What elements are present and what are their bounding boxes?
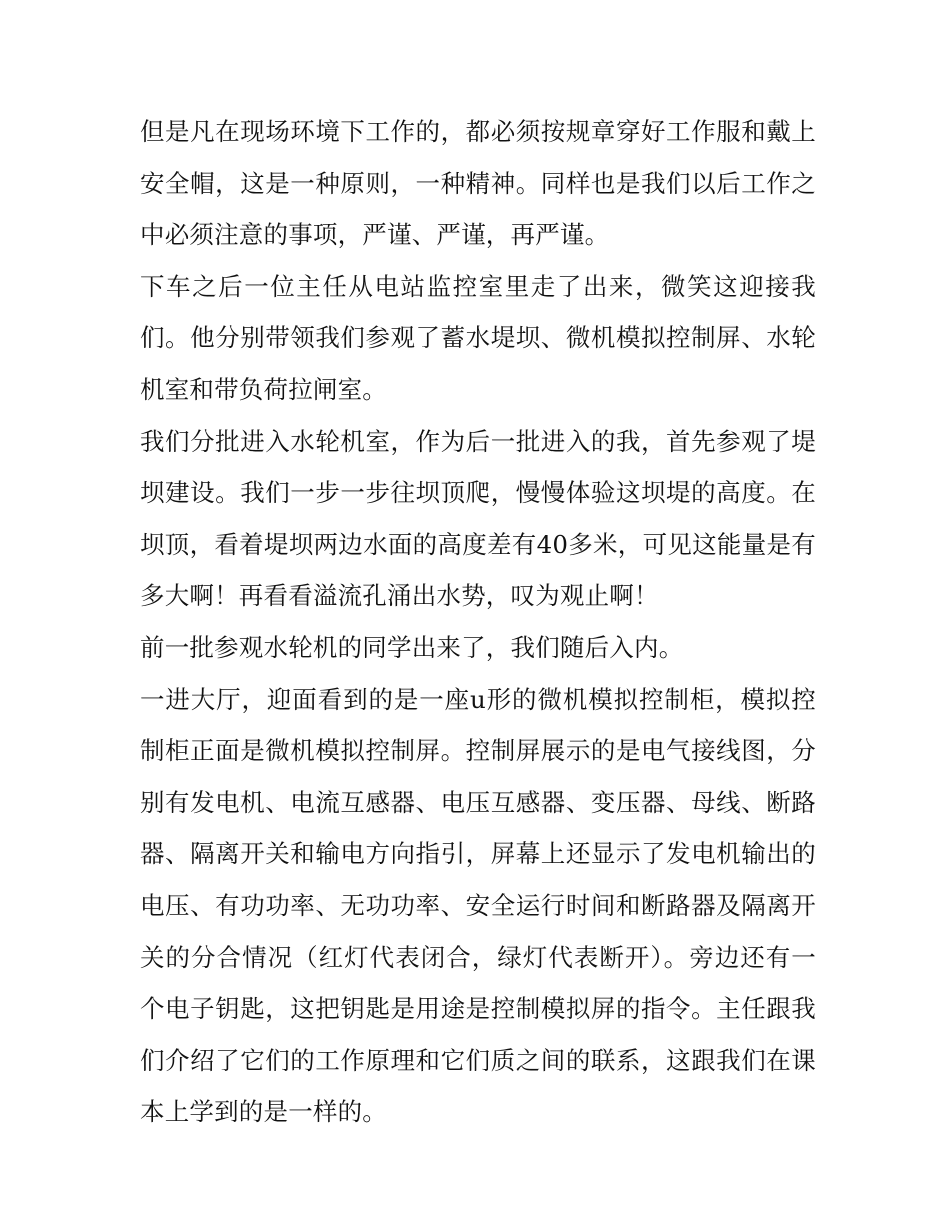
document-body <box>140 106 816 1138</box>
paragraph-arrival: 下车之后一位主任从电站监控室里走了出来，微笑这迎接我们。他分别带领我们参观了蓄水堤坝、微机模拟控制屏、水轮机室和带负荷拉闸室。 <box>140 271 816 404</box>
paragraph-turbine-entry: 前一批参观水轮机的同学出来了，我们随后入内。 <box>140 632 684 662</box>
paragraph-control-panel: 一进大厅，迎面看到的是一座u形的微机模拟控制柜，模拟控制柜正面是微机模拟控制屏。控制屏展示的是电气接线图，分别有发电机、电流互感器、电压互感器、变压器、母线、断路器、隔离开关和输电方向指引，屏幕上还显示了发电机输出的电压、有功功率、无功功率、安全运行时间和断路器及隔离开关的分合情况（红灯代表闭合，绿灯代表断开）。旁边还有一个电子钥匙，这把钥匙是用途是控制模拟屏的指令。主任跟我们介绍了它们的工作原理和它们质之间的联系，这跟我们在课本上学到的是一样的。 <box>140 684 816 1127</box>
paragraph-safety-rules: 但是凡在现场环境下工作的，都必须按规章穿好工作服和戴上安全帽，这是一种原则，一种精神。同样也是我们以后工作之中必须注意的事项，严谨、严谨，再严谨。 <box>140 117 816 250</box>
paragraph-dam-visit: 我们分批进入水轮机室，作为后一批进入的我，首先参观了堤坝建设。我们一步一步往坝顶爬，慢慢体验这坝堤的高度。在坝顶，看着堤坝两边水面的高度差有40多米，可见这能量是有多大啊！再看看溢流孔涌出水势，叹为观止啊！ <box>140 426 816 611</box>
